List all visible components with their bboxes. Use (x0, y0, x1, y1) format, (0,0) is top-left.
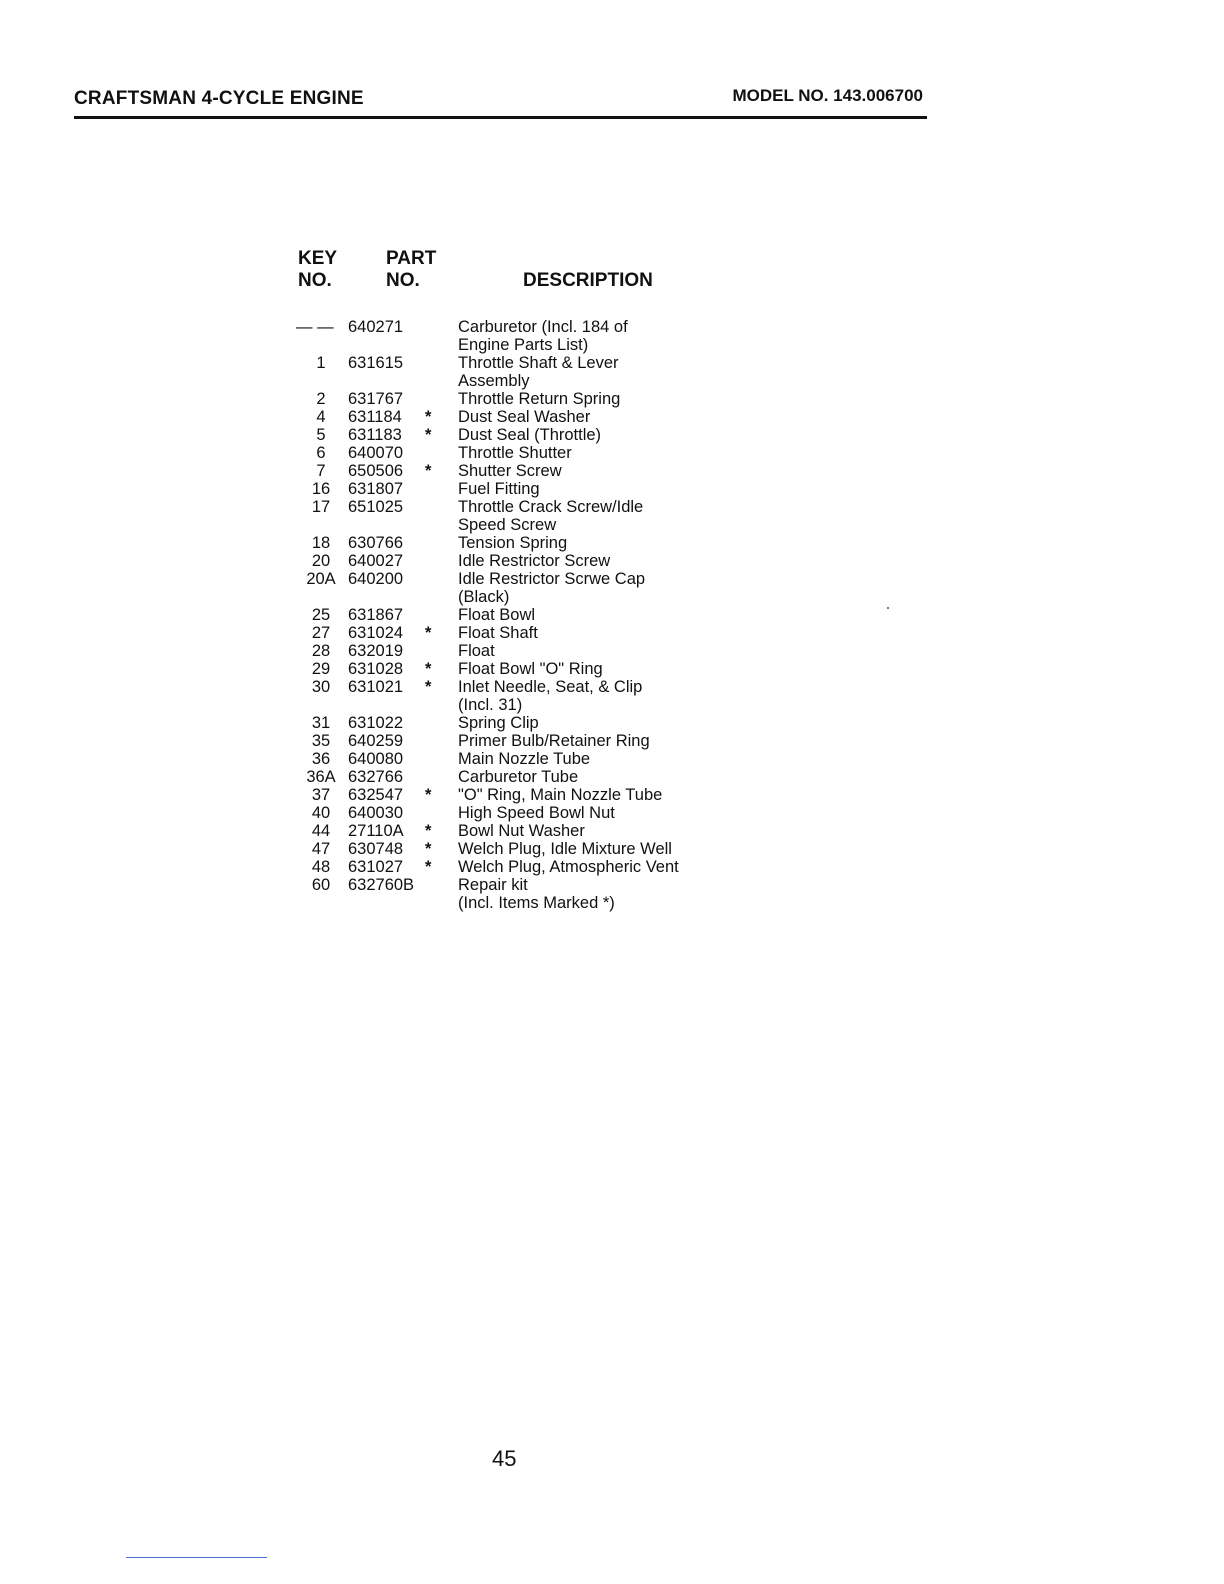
repair-kit-marker: * (425, 660, 432, 678)
description-line: Primer Bulb/Retainer Ring (458, 732, 650, 750)
description-line: Engine Parts List) (458, 336, 589, 354)
part-description (458, 732, 758, 750)
parts-row (0, 642, 1224, 660)
description-line: Tension Spring (458, 534, 568, 552)
part-header-line1: PART (386, 248, 437, 269)
part-description (458, 768, 758, 786)
part-description (458, 750, 758, 768)
parts-row (0, 678, 1224, 714)
description-line: (Incl. Items Marked *) (458, 894, 615, 912)
part-number: 631022 (348, 714, 404, 732)
parts-row (0, 318, 1224, 354)
parts-row (0, 570, 1224, 606)
description-line: Bowl Nut Washer (458, 822, 585, 840)
manual-title: CRAFTSMAN 4-CYCLE ENGINE (74, 88, 364, 109)
description-line: Throttle Crack Screw/Idle (458, 498, 644, 516)
part-number: 631807 (348, 480, 404, 498)
key-number: 16 (311, 480, 331, 498)
description-line: Assembly (458, 372, 530, 390)
part-description (458, 876, 758, 912)
description-line: Spring Clip (458, 714, 539, 732)
parts-row (0, 552, 1224, 570)
repair-kit-marker: * (425, 462, 432, 480)
part-number: 631867 (348, 606, 404, 624)
key-number: — — (296, 318, 334, 336)
repair-kit-marker: * (425, 822, 432, 840)
part-number: 631183 (348, 426, 402, 444)
part-description (458, 462, 758, 480)
key-number: 36A (306, 768, 336, 786)
part-number: 640070 (348, 444, 404, 462)
key-number: 27 (311, 624, 331, 642)
part-header-line2: NO. (386, 270, 420, 291)
description-line: Repair kit (458, 876, 528, 894)
part-number: 631028 (348, 660, 404, 678)
description-column-header: DESCRIPTION (523, 270, 653, 291)
key-number: 29 (311, 660, 331, 678)
part-number: 640200 (348, 570, 404, 588)
part-number: 27110A (348, 822, 404, 840)
repair-kit-marker: * (425, 840, 432, 858)
description-line: Dust Seal Washer (458, 408, 591, 426)
description-line: Float Bowl (458, 606, 536, 624)
repair-kit-marker: * (425, 786, 432, 804)
part-number: 640030 (348, 804, 404, 822)
part-description (458, 840, 758, 858)
part-number: 631027 (348, 858, 404, 876)
repair-kit-marker: * (425, 678, 432, 696)
description-line: "O" Ring, Main Nozzle Tube (458, 786, 663, 804)
description-line: Float Shaft (458, 624, 538, 642)
description-line: Welch Plug, Idle Mixture Well (458, 840, 672, 858)
key-number: 25 (311, 606, 331, 624)
key-header-line2: NO. (298, 270, 332, 291)
parts-row (0, 804, 1224, 822)
part-description (458, 444, 758, 462)
part-number: 640027 (348, 552, 404, 570)
page-header (74, 86, 927, 119)
key-number: 35 (311, 732, 331, 750)
part-description (458, 534, 758, 552)
part-description (458, 858, 758, 876)
part-description (458, 498, 758, 534)
part-description (458, 570, 758, 606)
part-number: 630766 (348, 534, 404, 552)
description-line: Fuel Fitting (458, 480, 540, 498)
part-number: 632766 (348, 768, 404, 786)
part-description (458, 606, 758, 624)
repair-kit-marker: * (425, 408, 432, 426)
parts-row (0, 750, 1224, 768)
part-number: 651025 (348, 498, 404, 516)
description-line: Carburetor Tube (458, 768, 579, 786)
parts-row (0, 660, 1224, 678)
key-number: 36 (311, 750, 331, 768)
part-description (458, 624, 758, 642)
key-header-line1: KEY (298, 248, 338, 269)
part-number: 632019 (348, 642, 404, 660)
parts-row (0, 606, 1224, 624)
parts-row (0, 408, 1224, 426)
parts-row (0, 534, 1224, 552)
part-number: 640271 (348, 318, 404, 336)
parts-row (0, 840, 1224, 858)
description-line: Welch Plug, Atmospheric Vent (458, 858, 679, 876)
description-line: Carburetor (Incl. 184 of (458, 318, 628, 336)
part-description (458, 660, 758, 678)
part-description (458, 786, 758, 804)
part-description (458, 552, 758, 570)
part-description (458, 480, 758, 498)
page-number: 45 (492, 1446, 517, 1471)
part-description (458, 804, 758, 822)
key-number: 18 (311, 534, 331, 552)
parts-row (0, 768, 1224, 786)
description-line: Dust Seal (Throttle) (458, 426, 602, 444)
footer-rule (126, 1557, 267, 1558)
parts-row (0, 390, 1224, 408)
parts-row (0, 498, 1224, 534)
parts-row (0, 624, 1224, 642)
parts-row (0, 858, 1224, 876)
description-line: (Black) (458, 588, 510, 606)
parts-row (0, 732, 1224, 750)
key-number: 31 (311, 714, 331, 732)
description-line: Float Bowl "O" Ring (458, 660, 603, 678)
part-number: 632760B (348, 876, 415, 894)
key-number: 30 (311, 678, 331, 696)
key-number: 6 (316, 444, 326, 462)
key-column-header (298, 248, 337, 292)
parts-row (0, 444, 1224, 462)
key-number: 40 (311, 804, 331, 822)
part-description (458, 426, 758, 444)
parts-row (0, 354, 1224, 390)
repair-kit-marker: * (425, 858, 432, 876)
parts-row (0, 426, 1224, 444)
key-number: 28 (311, 642, 331, 660)
parts-list (0, 318, 1224, 912)
part-description (458, 642, 758, 660)
key-number: 5 (316, 426, 326, 444)
key-number: 17 (311, 498, 331, 516)
key-number: 44 (311, 822, 331, 840)
description-line: (Incl. 31) (458, 696, 523, 714)
part-description (458, 318, 758, 354)
description-line: Throttle Return Spring (458, 390, 621, 408)
parts-row (0, 876, 1224, 912)
parts-row (0, 480, 1224, 498)
description-line: Speed Screw (458, 516, 557, 534)
part-number: 631615 (348, 354, 404, 372)
repair-kit-marker: * (425, 624, 432, 642)
part-number: 631184 (348, 408, 402, 426)
part-column-header (386, 248, 436, 292)
description-line: Throttle Shutter (458, 444, 572, 462)
parts-row (0, 714, 1224, 732)
description-line: Main Nozzle Tube (458, 750, 591, 768)
part-number: 640259 (348, 732, 404, 750)
description-line: Idle Restrictor Scrwe Cap (458, 570, 646, 588)
key-number: 1 (316, 354, 326, 372)
part-description (458, 390, 758, 408)
key-number: 48 (311, 858, 331, 876)
description-line: Throttle Shaft & Lever (458, 354, 619, 372)
part-number: 650506 (348, 462, 404, 480)
key-number: 37 (311, 786, 331, 804)
part-number: 630748 (348, 840, 404, 858)
description-line: High Speed Bowl Nut (458, 804, 615, 822)
part-description (458, 714, 758, 732)
description-line: Idle Restrictor Screw (458, 552, 611, 570)
key-number: 60 (311, 876, 331, 894)
part-number: 632547 (348, 786, 404, 804)
key-number: 2 (316, 390, 326, 408)
part-description (458, 822, 758, 840)
description-line: Shutter Screw (458, 462, 562, 480)
key-number: 47 (311, 840, 331, 858)
scan-speck (887, 607, 889, 609)
part-number: 631767 (348, 390, 404, 408)
part-description (458, 354, 758, 390)
description-line: Float (458, 642, 495, 660)
part-number: 631024 (348, 624, 404, 642)
parts-row (0, 786, 1224, 804)
parts-row (0, 462, 1224, 480)
part-description (458, 408, 758, 426)
part-number: 631021 (348, 678, 404, 696)
key-number: 20A (306, 570, 336, 588)
part-number: 640080 (348, 750, 404, 768)
key-number: 4 (316, 408, 326, 426)
description-line: Inlet Needle, Seat, & Clip (458, 678, 643, 696)
key-number: 20 (311, 552, 331, 570)
parts-row (0, 822, 1224, 840)
key-number: 7 (316, 462, 326, 480)
part-description (458, 678, 758, 714)
model-number: MODEL NO. 143.006700 (732, 86, 923, 105)
repair-kit-marker: * (425, 426, 432, 444)
